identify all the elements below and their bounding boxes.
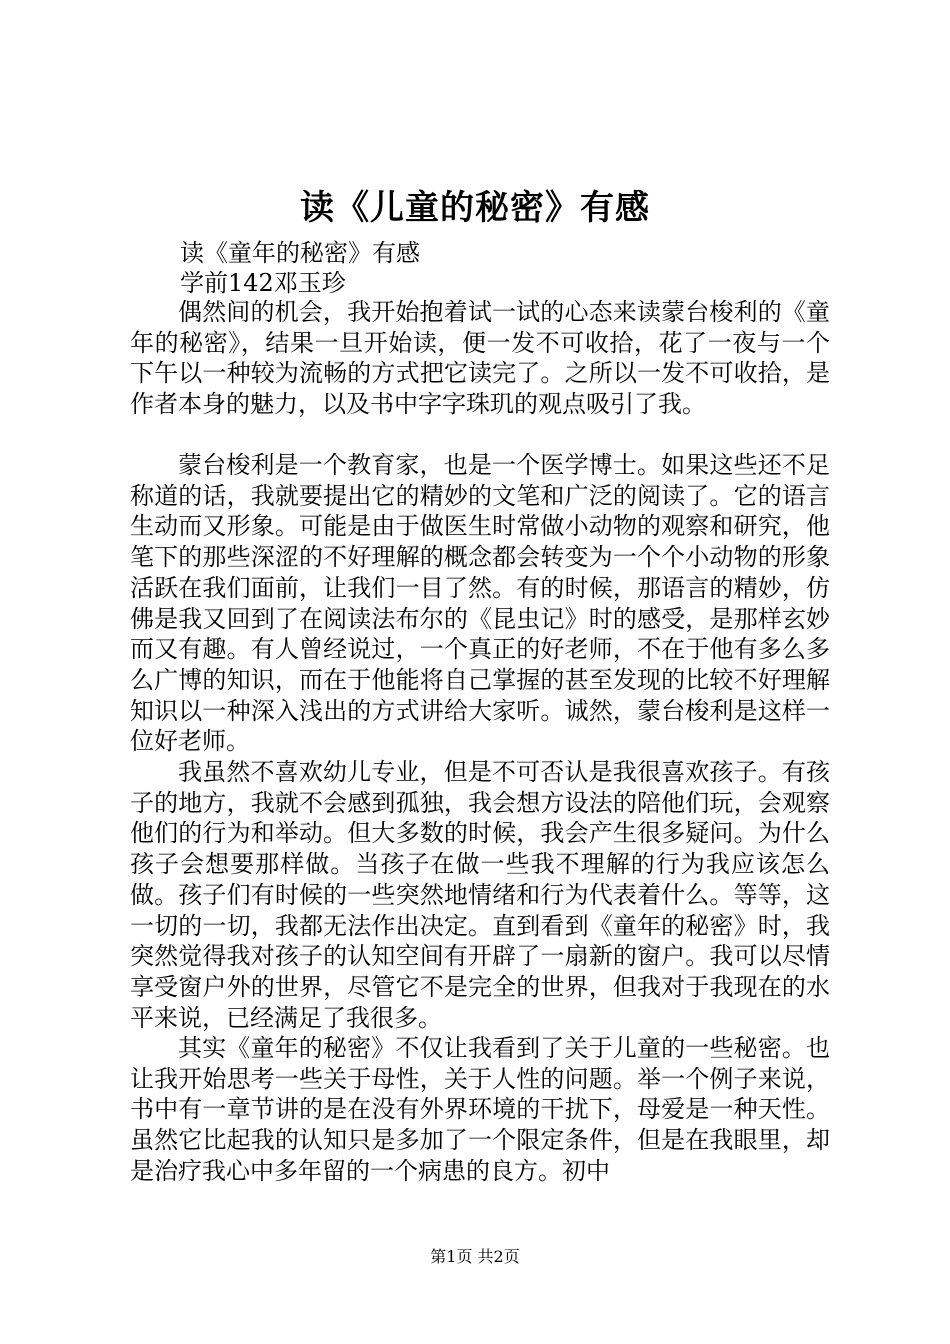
paragraph-2: 蒙台梭利是一个教育家，也是一个医学博士。如果这些还不足称道的话，我就要提出它的精妙的文笔和广泛的阅读了。它的语言生动而又形象。可能是由于做医生时常做小动物的观察和研究，他笔下的那些深涩的不好理解的概念都会转变为一个个小动物的形象活跃在我们面前，让我们一目了然。有的时候，那语言的精妙，仿佛是我又回到了在阅读法布尔的《昆虫记》时的感受，是那样玄妙而又有趣。有人曾经说过，一个真正的好老师，不在于他有多么多么广博的知识，而在于他能将自己掌握的甚至发现的比较不好理解知识以一种深入浅出的方式讲给大家听。诚然，蒙台梭利是这样一位好老师。 bbox=[130, 451, 830, 756]
paragraph-1: 偶然间的机会，我开始抱着试一试的心态来读蒙台梭利的《童年的秘密》，结果一旦开始读，便一发不可收拾，花了一夜与一个下午以一种较为流畅的方式把它读完了。之所以一发不可收拾，是作者本身的魅力，以及书中字字珠玑的观点吸引了我。 bbox=[130, 298, 830, 419]
document-title: 读《儿童的秘密》有感 bbox=[300, 188, 650, 228]
page-footer: 第1页 共2页 bbox=[430, 1247, 520, 1266]
author-line: 学前142邓玉珍 bbox=[180, 269, 346, 297]
paragraph-3: 我虽然不喜欢幼儿专业，但是不可否认是我很喜欢孩子。有孩子的地方，我就不会感到孤独，我会想方设法的陪他们玩，会观察他们的行为和举动。但大多数的时候，我会产生很多疑问。为什么孩子会想要那样做。当孩子在做一些我不理解的行为我应该怎么做。孩子们有时候的一些突然地情绪和行为代表着什么。等等，这一切的一切，我都无法作出决定。直到看到《童年的秘密》时，我突然觉得我对孩子的认知空间有开辟了一扇新的窗户。我可以尽情享受窗户外的世界，尽管它不是完全的世界，但我对于我现在的水平来说，已经满足了我很多。 bbox=[130, 758, 830, 1032]
document-subtitle: 读《童年的秘密》有感 bbox=[180, 239, 420, 267]
paragraph-4: 其实《童年的秘密》不仅让我看到了关于儿童的一些秘密。也让我开始思考一些关于母性，关于人性的问题。举一个例子来说，书中有一章节讲的是在没有外界环境的干扰下，母爱是一种天性。虽然它比起我的认知只是多加了一个限定条件，但是在我眼里，却是治疗我心中多年留的一个病患的良方。初中 bbox=[130, 1034, 830, 1185]
